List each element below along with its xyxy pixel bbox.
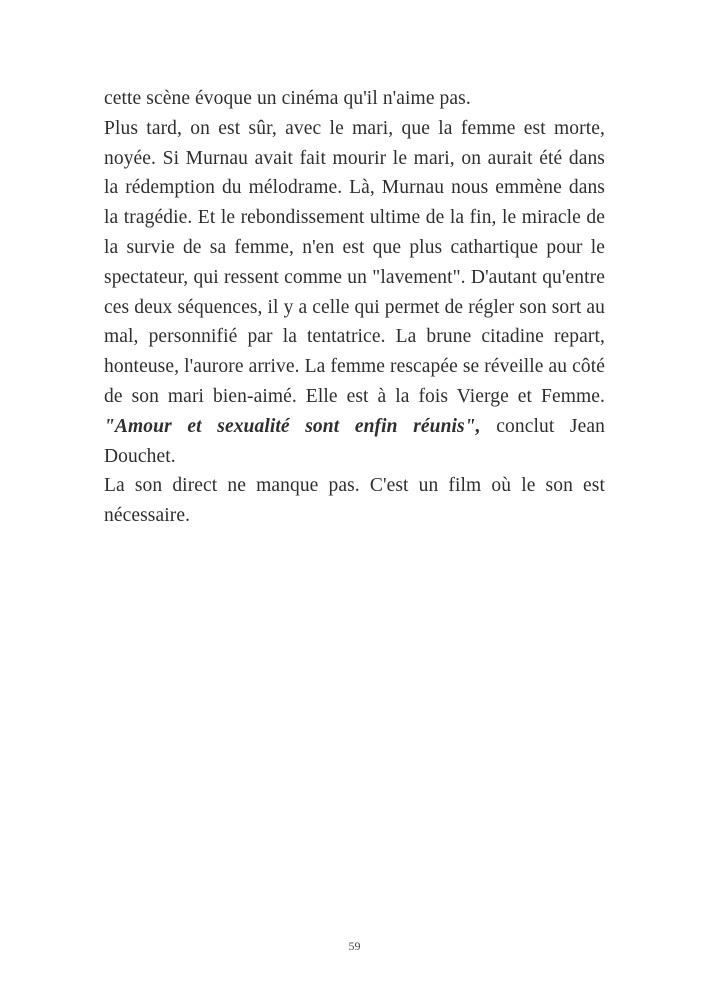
- text-run: conclut Jean Douchet.: [104, 415, 610, 467]
- paragraph: [104, 471, 610, 531]
- page-number: 59: [348, 939, 361, 953]
- text-run: Plus tard, on est sûr, avec le mari, que la femme est morte, noyée. Si Murnau avait fait mourir le mari, on aurait été dans la rédemption du mélodrame. Là, Murnau nous emmène dans la tragédie. Et le rebondissement ultime de la fin, le miracle de la survie de sa femme, n'en est que plus cathartique pour le spectateur, qui ressent comme un "lavement". D'autant qu'entre ces deux séquences, il y a celle qui permet de régler son sort au mal, personnifié par la tentatrice. La brune citadine repart, honteuse, l'aurore arrive. La femme rescapée se réveille au côté de son mari bien-aimé. Elle est à la fois Vierge et Femme.: [104, 117, 610, 407]
- text-run: La son direct ne manque pas. C'est un film où le son est nécessaire.: [104, 475, 610, 527]
- page-body: [104, 84, 610, 531]
- text-run: cette scène évoque un cinéma qu'il n'aime pas.: [104, 88, 471, 109]
- text-run: "Amour et sexualité sont enfin réunis",: [104, 415, 481, 437]
- paragraph: [104, 114, 610, 472]
- paragraph: [104, 84, 605, 114]
